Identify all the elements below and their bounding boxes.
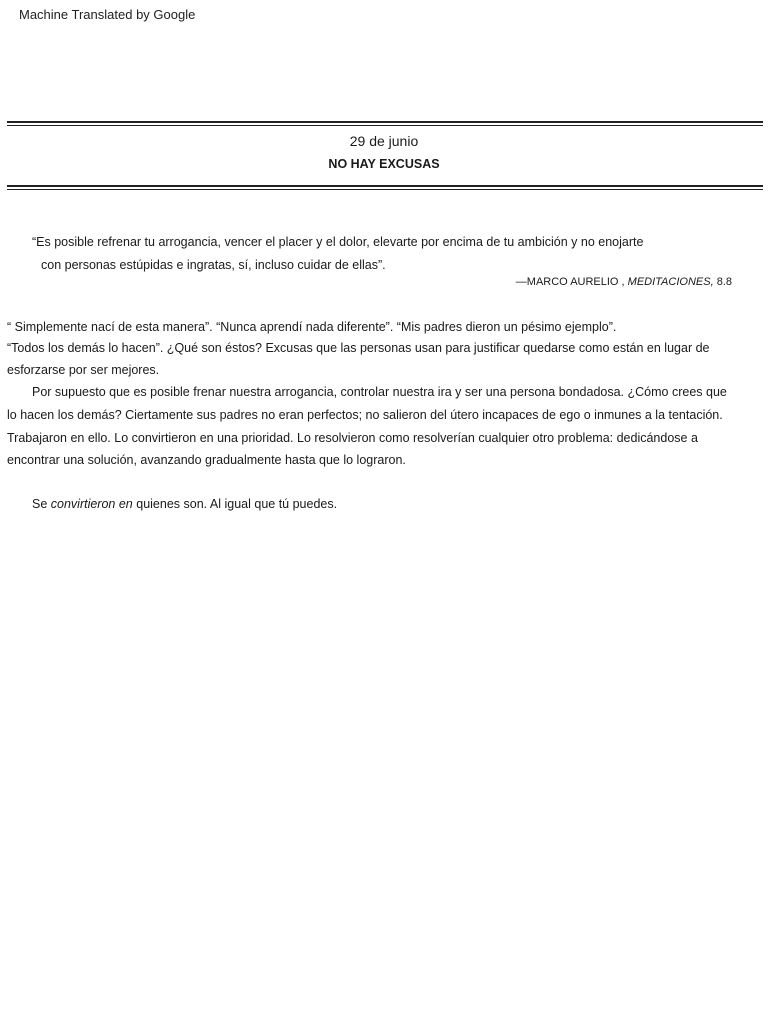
attribution-author: —MARCO AURELIO , bbox=[515, 276, 628, 288]
machine-translation-banner: Machine Translated by Google bbox=[19, 7, 196, 22]
body-line-3: esforzarse por ser mejores. bbox=[7, 363, 160, 377]
bottom-divider bbox=[7, 185, 763, 190]
body-line-4: Por supuesto que es posible frenar nuestra arrogancia, controlar nuestra ira y ser una persona bondadosa. ¿Cómo crees que bbox=[32, 385, 727, 399]
epigraph-line-1: “Es posible refrenar tu arrogancia, vencer el placer y el dolor, elevarte por encima de tu ambición y no enojarte bbox=[32, 235, 644, 249]
closing-before: Se bbox=[32, 497, 51, 511]
attribution-reference: 8.8 bbox=[713, 276, 732, 288]
epigraph-attribution bbox=[516, 276, 732, 288]
epigraph-line-2: con personas estúpidas e ingratas, sí, incluso cuidar de ellas”. bbox=[41, 258, 386, 272]
entry-date: 29 de junio bbox=[349, 133, 419, 149]
body-line-2: “Todos los demás lo hacen”. ¿Qué son éstos? Excusas que las personas usan para justificar quedarse como están en lugar de bbox=[7, 341, 710, 355]
body-line-5: lo hacen los demás? Ciertamente sus padres no eran perfectos; no salieron del útero incapaces de ego o inmunes a la tentación. bbox=[7, 408, 723, 422]
closing-after: quienes son. Al igual que tú puedes. bbox=[132, 497, 338, 511]
attribution-work: MEDITACIONES, bbox=[627, 276, 714, 288]
body-line-1: “ Simplemente nací de esta manera”. “Nunca aprendí nada diferente”. “Mis padres dieron un pésimo ejemplo”. bbox=[7, 320, 617, 334]
top-divider bbox=[7, 121, 763, 126]
body-line-6: Trabajaron en ello. Lo convirtieron en una prioridad. Lo resolvieron como resolverían cualquier otro problema: dedicándose a bbox=[7, 431, 698, 445]
closing-line bbox=[32, 496, 337, 512]
entry-title: NO HAY EXCUSAS bbox=[328, 157, 440, 171]
closing-emphasis: convirtieron en bbox=[50, 497, 133, 511]
body-line-7: encontrar una solución, avanzando gradualmente hasta que lo lograron. bbox=[7, 453, 406, 467]
